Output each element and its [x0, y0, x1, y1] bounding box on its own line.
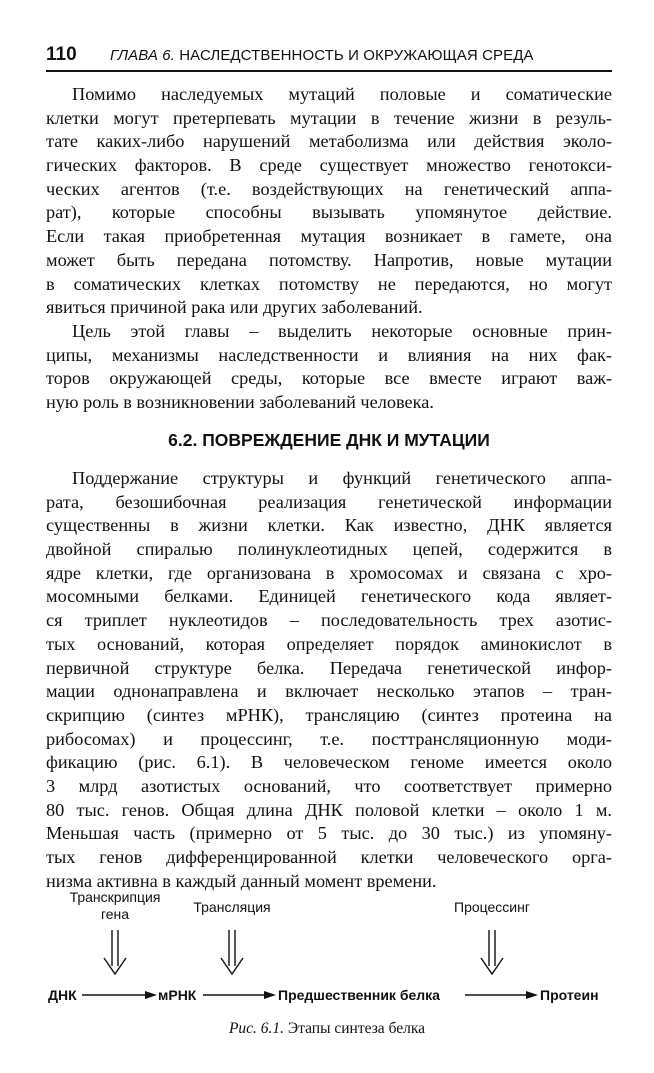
text-line: торов окружающей среды, которые все вместе играют важ-: [46, 368, 612, 389]
text-line: скрипцию (синтез мРНК), трансляцию (синтез протеина на: [46, 704, 612, 725]
figure-caption-text: Этапы синтеза белка: [287, 1020, 426, 1037]
figure-caption: [0, 1020, 654, 1038]
text-line: рат), которые способны вызывать упомянутое действие.: [46, 202, 612, 223]
text-line: Поддержание структуры и функций генетического аппа-: [72, 468, 612, 488]
text-line: тате каких-либо нарушений метаболизма или действия эколо-: [46, 131, 612, 152]
text-line: фикацию (рис. 6.1). В человеческом геноме имеется около: [46, 752, 612, 773]
down-arrow-icon: [221, 930, 243, 974]
text-line: тых генов дифференцированной клетки человеческого орга-: [46, 847, 612, 867]
diagram-svg: [0, 886, 654, 1016]
process-label-translation: Трансляция: [193, 899, 271, 915]
text-line: мосомными белками. Единицей генетического кода являет-: [46, 586, 612, 607]
figure-label: Рис. 6.1.: [228, 1020, 285, 1037]
text-line: ческих агентов (т.е. воздействующих на генетический аппа-: [46, 178, 612, 199]
text-line: рата, безошибочная реализация генетической информации: [46, 491, 612, 512]
node-protein-precursor: Предшественник белка: [278, 987, 440, 1003]
text-line: двойной спиралью полинуклеотидных цепей, содержится в: [46, 539, 612, 560]
paragraph-2: [46, 320, 612, 415]
text-line: в соматических клетках потомству не передаются, но могут: [46, 273, 612, 294]
down-arrow-icon: [481, 930, 503, 974]
text-line: ную роль в возникновении заболеваний человека.: [46, 392, 434, 413]
node-dna: ДНК: [48, 987, 77, 1003]
process-label-transcription: Транскрипция: [69, 889, 161, 905]
right-arrow-icon: [82, 991, 157, 999]
section-heading: 6.2. ПОВРЕЖДЕНИЕ ДНК И МУТАЦИИ: [168, 430, 490, 450]
text-line: Помимо наследуемых мутаций половые и соматические: [72, 84, 612, 104]
text-line: мации однонаправлена и включает несколько этапов – тран-: [46, 681, 612, 702]
text-line: тых оснований, которая определяет порядок аминокислот в: [46, 633, 612, 654]
text-line: низма активна в каждый данный момент времени.: [46, 870, 437, 891]
node-mrna: мРНК: [158, 987, 197, 1003]
chapter-label: ГЛАВА 6.: [110, 47, 175, 64]
process-label-processing: Процессинг: [454, 899, 530, 915]
down-arrow-icon: [104, 930, 126, 974]
text-line: Если такая приобретенная мутация возникает в гамете, она: [46, 226, 612, 247]
text-line: гических факторов. В среде существует множество генотокси-: [46, 155, 612, 176]
text-line: первичной структуре белка. Передача генетической инфор-: [46, 657, 612, 678]
right-arrow-icon: [203, 991, 276, 999]
text-line: может быть передана потомству. Напротив, новые мутации: [46, 249, 612, 270]
page-number: 110: [46, 44, 77, 65]
text-line: Цель этой главы – выделить некоторые основные прин-: [72, 321, 612, 341]
chapter-title: НАСЛЕДСТВЕННОСТЬ И ОКРУЖАЮЩАЯ СРЕДА: [179, 47, 534, 64]
page-header: [46, 44, 612, 72]
text-line: клетки могут претерпевать мутации в течение жизни в резуль-: [46, 107, 612, 128]
text-line: 3 млрд азотистых оснований, что соответствует примерно: [46, 775, 612, 796]
text-line: ся триплет нуклеотидов – последовательность трех азотис-: [46, 610, 612, 631]
paragraph-3: [46, 467, 612, 893]
text-line: 80 тыс. генов. Общая длина ДНК половой клетки – около 1 м.: [46, 799, 612, 820]
text-line: существенны в жизни клетки. Как известно, ДНК является: [46, 515, 612, 536]
text-line: явиться причиной рака или других заболеваний.: [46, 297, 423, 318]
running-head: [110, 47, 534, 64]
protein-synthesis-diagram: [0, 886, 654, 1016]
text-line: ципы, механизмы наследственности и влияния на них фак-: [46, 344, 612, 365]
paragraph-1: [46, 83, 612, 320]
node-protein: Протеин: [540, 987, 599, 1003]
text-line: ядре клетки, где организована в хромосомах и связана с хро-: [46, 562, 612, 583]
text-line: рибосомах) и процессинг, т.е. посттрансляционную моди-: [46, 728, 612, 749]
right-arrow-icon: [465, 991, 538, 999]
text-line: Меньшая часть (примерно от 5 тыс. до 30 тыс.) из упомяну-: [46, 823, 612, 844]
process-label-transcription-2: гена: [100, 906, 130, 922]
